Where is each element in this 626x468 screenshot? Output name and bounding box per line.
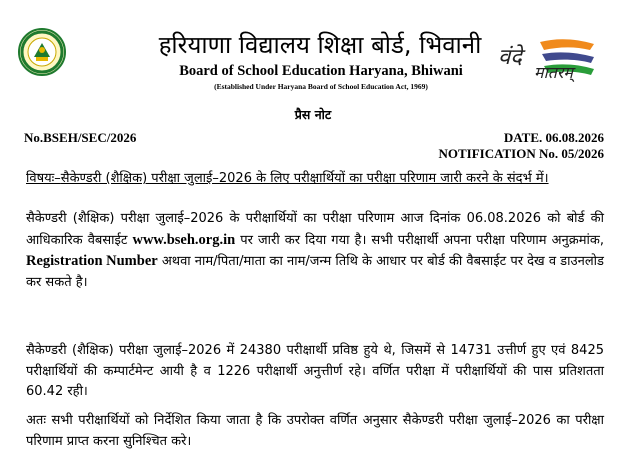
- registration-number-text: Registration Number: [26, 253, 158, 269]
- press-note-heading: प्रैस नोट: [294, 107, 332, 122]
- website-link[interactable]: www.bseh.org.in: [132, 231, 236, 248]
- para1-part-a: सैकेण्डरी (शैक्षिक) परीक्षा जुलाई–2026 के परीक्षार्थियों का परीक्षा परिणाम आज दिनांक 06.08.2026 को बोर्ड की आधिकारिक वैबसाईट: [26, 211, 604, 248]
- statistics-paragraph: सैकेण्डरी (शैक्षिक) परीक्षा जुलाई–2026 में 24380 परीक्षार्थी प्रविष्ठ हुये थे, जिसमें से 14731 उत्तीर्ण हुए एवं 8425 परीक्षार्थियों की कम्पार्टमेन्ट आयी है व 1226 परीक्षार्थी अनुत्तीर्ण रहे। वर्णित परीक्षा में परीक्षार्थियों की पास प्रतिशतता 60.42 रही।: [26, 343, 604, 399]
- board-title-english: Board of School Education Haryana, Bhiwani: [179, 63, 463, 79]
- para1-part-c: अथवा नाम/पिता/माता का नाम/जन्म तिथि के आधार पर बोर्ड की वैबसाईट पर देख व डाउनलोड कर सकते है।: [26, 254, 604, 290]
- board-title-hindi: हरियाणा विद्यालय शिक्षा बोर्ड, भिवानी: [158, 31, 482, 59]
- subject-text: सैकेण्डरी (शैक्षिक) परीक्षा जुलाई–2026 के लिए परीक्षार्थियों का परीक्षा परिणाम जारी करने के संदर्भ में।: [60, 171, 549, 186]
- result-announcement-paragraph: [26, 209, 604, 293]
- para1-part-b: पर जारी कर दिया गया है। सभी परीक्षार्थी अपना परीक्षा परिणाम अनुक्रमांक,: [235, 232, 604, 248]
- svg-text:वंदे: वंदे: [498, 45, 522, 70]
- subject-label: विषयः–: [26, 171, 61, 186]
- notification-number: NOTIFICATION No. 05/2026: [438, 146, 604, 161]
- reference-number: No.BSEH/SEC/2026: [24, 130, 137, 145]
- notice-date: DATE. 06.08.2026: [503, 130, 604, 145]
- vande-mataram-logo-icon: [494, 30, 602, 86]
- svg-text:मातरम्: मातरम्: [534, 63, 573, 82]
- instruction-paragraph: अतः सभी परीक्षार्थियों को निर्देशित किया जाता है कि उपरोक्त वर्णित अनुसार सैकेण्डरी परीक्षा जुलाई–2026 का परीक्षा परिणाम प्राप्त करना सुनिश्चित करे।: [26, 413, 604, 449]
- subject-line: [26, 169, 604, 190]
- board-established-note: (Established Under Haryana Board of School Education Act, 1969): [214, 82, 428, 91]
